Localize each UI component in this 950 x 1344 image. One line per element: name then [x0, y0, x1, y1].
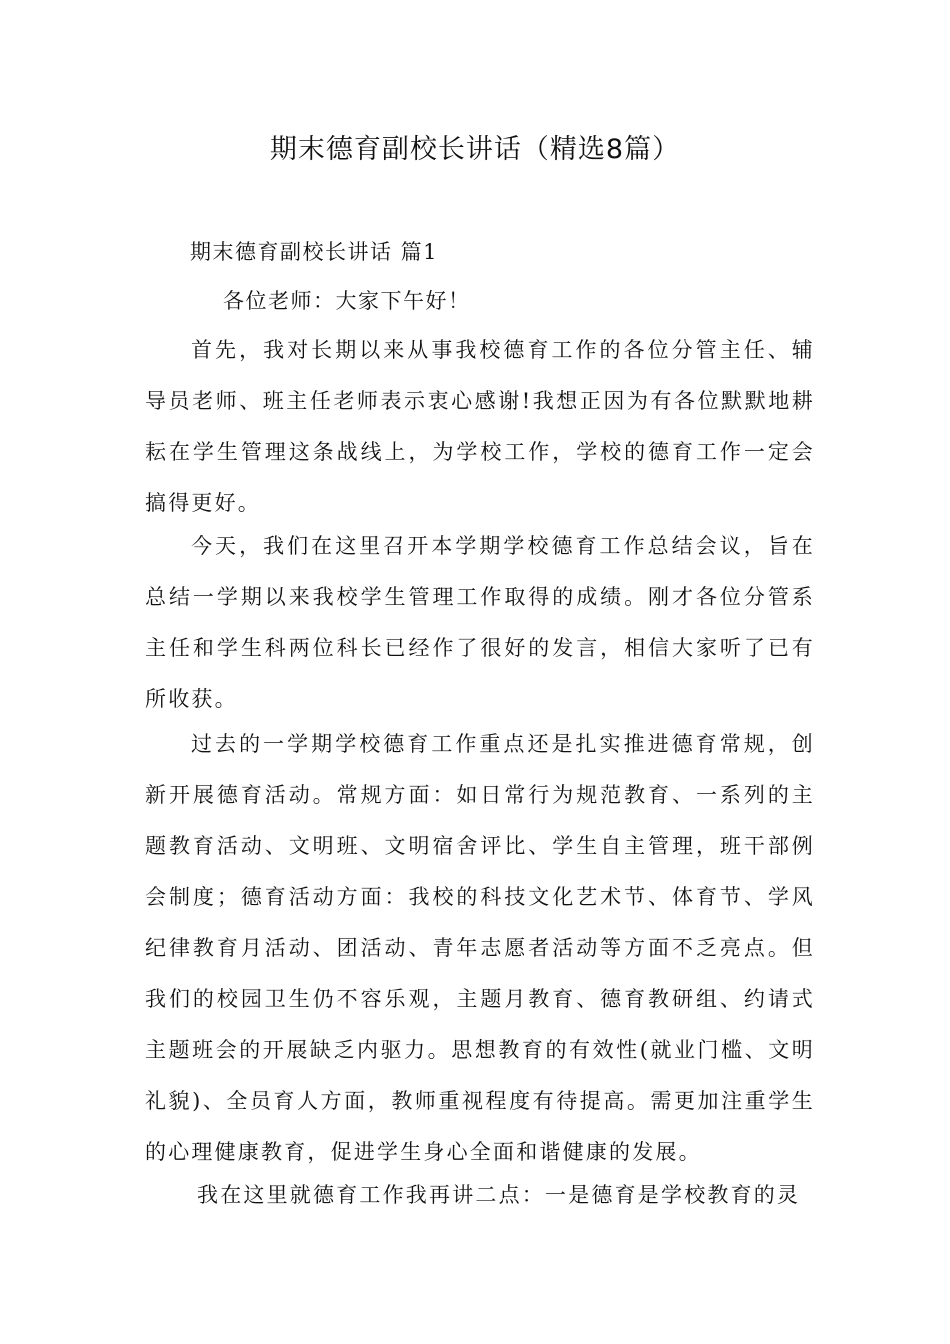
document-title: 期末德育副校长讲话（精选8篇）	[269, 134, 681, 165]
body-paragraph: 首先，我对长期以来从事我校德育工作的各位分管主任、辅导员老师、班主任老师表示衷心感谢!我想正因为有各位默默地耕耘在学生管理这条战线上，为学校工作，学校的德育工作一定会搞得更好。	[145, 338, 815, 515]
section-heading: 期末德育副校长讲话 篇1	[190, 240, 439, 264]
greeting-line: 各位老师：大家下午好！	[223, 289, 471, 313]
body-paragraph: 过去的一学期学校德育工作重点还是扎实推进德育常规，创新开展德育活动。常规方面：如日常行为规范教育、一系列的主题教育活动、文明班、文明宿舍评比、学生自主管理，班干部例会制度；德育活动方面：我校的科技文化艺术节、体育节、学风纪律教育月活动、团活动、青年志愿者活动等方面不乏亮点。但我们的校园卫生仍不容乐观，主题月教育、德育教研组、约请式主题班会的开展缺乏内驱力。思想教育的有效性(就业门槛、文明礼貌)、全员育人方面，教师重视程度有待提高。需更加注重学生的心理健康教育，促进学生身心全面和谐健康的发展。	[145, 732, 815, 1164]
body-paragraph: 我在这里就德育工作我再讲二点：一是德育是学校教育的灵	[197, 1183, 801, 1207]
body-paragraph: 今天，我们在这里召开本学期学校德育工作总结会议，旨在总结一学期以来我校学生管理工作取得的成绩。刚才各位分管系主任和学生科两位科长已经作了很好的发言，相信大家听了已有所收获。	[145, 534, 815, 711]
